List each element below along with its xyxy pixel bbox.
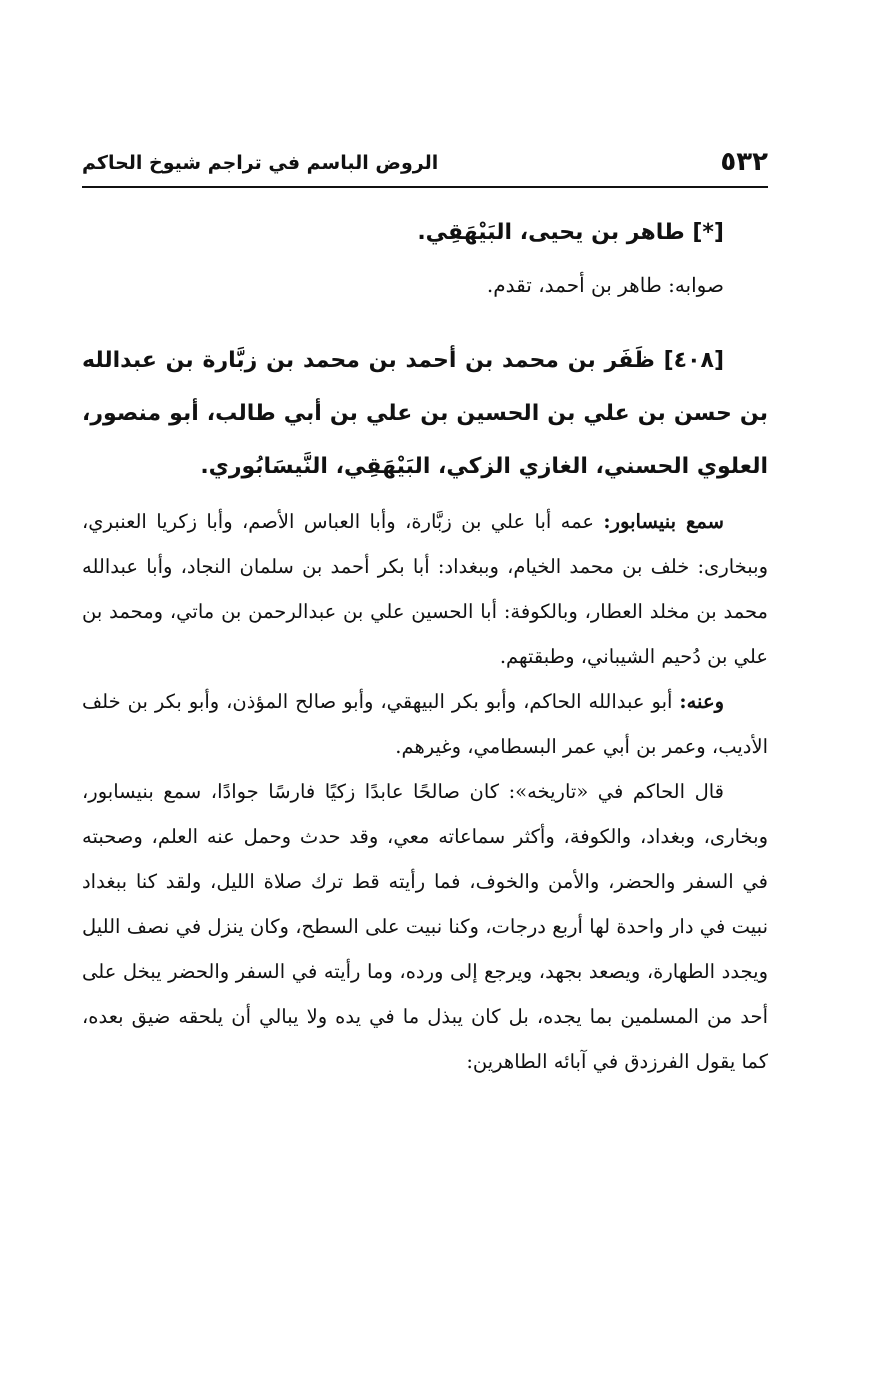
header-rule — [82, 186, 768, 188]
hakim-quote-paragraph — [82, 769, 768, 1084]
cross-reference-heading: [*] طاهر بن يحيى، البَيْهَقِي. — [417, 220, 724, 245]
page-body — [82, 206, 768, 1084]
page-number: ٥٣٢ — [720, 147, 768, 177]
biography-heading-text: [٤٠٨] ظَفَر بن محمد بن أحمد بن محمد بن زبَّارة بن عبدالله بن حسن بن علي بن الحسين بن علي بن أبي طالب، أبو منصور، العلوي الحسني، الغازي الزكي، البَيْهَقِي، النَّيسَابُوري. — [82, 348, 768, 479]
biography-heading — [82, 334, 768, 493]
students-lead: وعنه: — [679, 690, 724, 713]
running-title: الروض الباسم في تراجم شيوخ الحاكم — [82, 152, 439, 174]
teachers-paragraph — [82, 499, 768, 679]
page-header — [82, 144, 768, 184]
hakim-quote-text: قال الحاكم في «تاريخه»: كان صالحًا عابدًا زكيًا فارسًا جوادًا، سمع بنيسابور، وبخارى، وبغداد، والكوفة، وأكثر سماعاته معي، وقد حدث وحمل عنه العلم، وصحبته في السفر والحضر، والأمن والخوف، فما رأيته قط ترك صلاة الليل، ولقد كنا ببغداد نبيت في دار واحدة لها أربع درجات، وكنا نبيت على السطح، وكان ينزل في نصف الليل ويجدد الطهارة، ويصعد بجهد، ويرجع إلى ورده، وما رأيته في السفر والحضر يبخل على أحد من المسلمين بما يجده، بل كان يبذل ما في يده ولا يبالي أن يلحقه ضيق بعده، كما يقول الفرزدق في آبائه الطاهرين: — [82, 780, 768, 1073]
students-text: أبو عبدالله الحاكم، وأبو بكر البيهقي، وأبو صالح المؤذن، وأبو بكر بن خلف الأديب، وعمر بن أبي عمر البسطامي، وغيرهم. — [82, 690, 768, 758]
cross-reference-note: صوابه: طاهر بن أحمد، تقدم. — [486, 273, 724, 297]
teachers-text: عمه أبا علي بن زبَّارة، وأبا العباس الأصم، وأبا زكريا العنبري، وببخارى: خلف بن محمد الخيام، وببغداد: أبا بكر أحمد بن سلمان النجاد، وأبا عبدالله محمد بن مخلد العطار، وبالكوفة: أبا الحسين علي بن عبدالرحمن بن ماتي، ومحمد بن علي بن دُحيم الشيباني، وطبقتهم. — [82, 510, 768, 668]
students-paragraph — [82, 679, 768, 769]
teachers-lead: سمع بنيسابور: — [603, 510, 724, 533]
